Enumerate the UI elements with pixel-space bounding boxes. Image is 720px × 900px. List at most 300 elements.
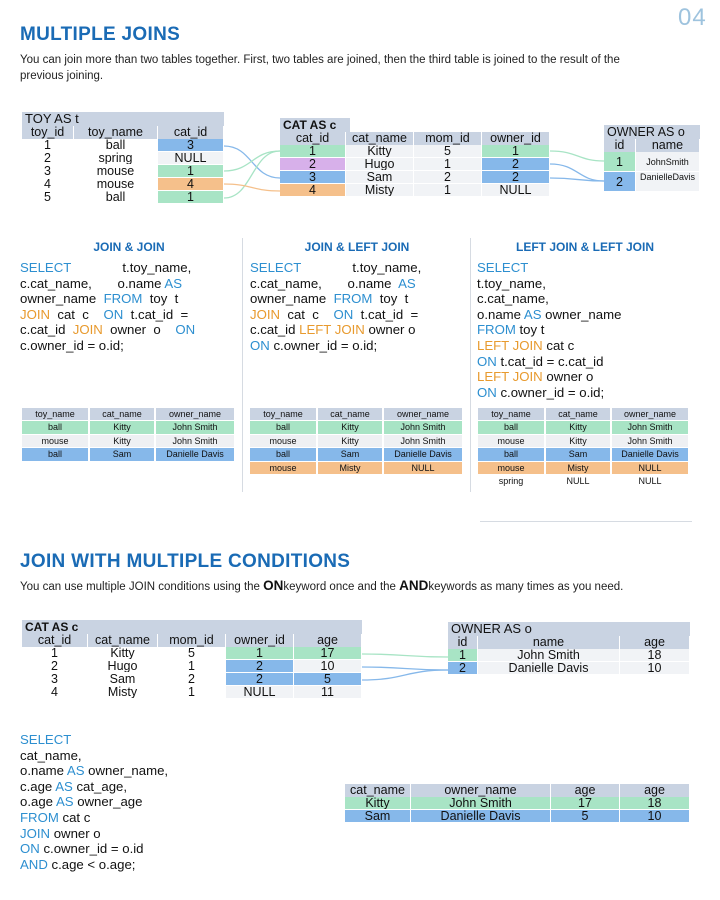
header-cell: toy_name [478,408,544,420]
table-cell: NULL [384,462,462,474]
table-cell: 1 [280,145,346,158]
sql-keyword: FROM [477,322,516,338]
table-cell: John Smith [156,421,234,433]
table-cell: 4 [22,686,88,699]
table-caption: CAT AS c [280,118,350,132]
sql-keyword: FROM [20,809,59,825]
table-cell: mouse [478,435,544,447]
connector-line [550,151,604,161]
header-cell: owner_id [482,132,550,145]
sql-keyword: JOIN [72,322,103,338]
table-cell: 17 [551,797,620,810]
table-header-row [250,408,464,421]
code-line [20,748,168,764]
table-cell: NULL [612,462,688,474]
sql-text: o.name [477,306,524,322]
sql-text: cat c [58,809,91,825]
table-row [250,435,464,448]
table-cell: Hugo [88,660,158,673]
table-cell: 3 [22,165,74,178]
code-line [477,276,621,292]
table-cell: mouse [250,462,316,474]
table-caption: CAT AS c [22,620,362,634]
connector-line [362,667,448,670]
table-cell: Danielle Davis [411,810,551,823]
column-title-join-left-join: JOIN & LEFT JOIN [304,240,410,254]
table-cell: 1 [158,686,226,699]
table-cell: ball [22,421,88,433]
table-row [478,448,690,461]
sql-text: cat_name, [20,747,82,763]
table-cell: 18 [620,649,690,662]
sql-text: c.cat_name, [477,291,549,307]
table-cell: 3 [22,673,88,686]
header-cell: toy_name [250,408,316,420]
code-line [20,260,195,276]
code-line [20,857,168,873]
table-cell: John Smith [384,421,462,433]
sql-text: t.toy_name, [477,275,546,291]
table-cell: 2 [280,158,346,171]
connector-line [362,654,448,657]
intro-text: keyword once and the [283,581,396,593]
table-cell: John Smith [156,435,234,447]
header-cell: id [604,139,636,152]
table-row [604,152,700,172]
table-cell: NULL [482,184,550,197]
column-title-left-join-left-join: LEFT JOIN & LEFT JOIN [515,240,654,254]
table-row [22,178,224,191]
table-row [280,171,550,184]
table-cell: Danielle Davis [478,662,620,675]
table-row [478,475,690,488]
code-line [250,307,421,323]
table-caption: OWNER AS o [604,125,700,139]
table-row [22,139,224,152]
table-cell: Kitty [90,435,154,447]
code-line [477,291,621,307]
table-row [22,673,362,686]
table-cell: 5 [551,810,620,823]
on-keyword: ON [263,578,284,593]
table-cell: Kitty [318,421,382,433]
connector-line [224,184,280,191]
table-cell: Misty [88,686,158,699]
table-cell: 1 [414,158,482,171]
table-row [22,686,362,699]
column-divider [242,238,243,492]
header-cell: mom_id [414,132,482,145]
sql-keyword: ON [103,306,124,322]
table-row [22,191,224,204]
code-line [250,260,421,276]
sql-keyword: ON [20,841,40,857]
sql-keyword: AS [55,778,73,794]
table-row [22,152,224,165]
section-intro [20,52,710,84]
page-number: 04 [678,4,707,31]
code-line [477,385,621,401]
cat-age-table [22,620,362,699]
code-line [20,779,168,795]
table-cell: mouse [250,435,316,447]
section2-intro [20,578,710,595]
header-cell: owner_name [411,784,551,797]
table-cell: Misty [546,462,610,474]
table-cell: Sam [346,171,414,184]
table-cell: mouse [74,165,158,178]
sql-text: owner_name [20,291,104,307]
table-cell: 17 [294,647,362,660]
code-line [477,260,621,276]
header-cell: cat_name [88,634,158,647]
code-line [477,338,621,354]
table-header-row [604,139,700,152]
sql-code-left-join-left-join [477,260,621,400]
sql-code-multiple-conditions [20,732,168,872]
table-cell: Danielle Davis [612,448,688,460]
header-cell: owner_name [612,408,688,420]
header-cell: toy_name [74,126,158,139]
code-line [477,369,621,385]
table-row [280,184,550,197]
table-header-row [22,126,224,139]
sql-text: c.cat_id [20,322,73,338]
table-cell: Danielle Davis [156,448,234,460]
sql-text: owner_name [541,306,622,322]
table-cell: 10 [620,810,690,823]
sql-text: cat c [50,306,104,322]
table-cell: 2 [482,171,550,184]
sql-keyword: FROM [103,291,143,307]
sql-text: owner_name, [84,763,169,779]
code-line [20,810,168,826]
sql-text: c.age [20,778,56,794]
sql-text: c.cat_id [250,322,300,338]
table-cell: Kitty [318,435,382,447]
sql-text: cat c [542,337,575,353]
table-cell: 1 [22,139,74,152]
sql-keyword: ON [250,337,270,353]
header-cell: cat_name [345,784,411,797]
sql-keyword: LEFT JOIN [477,369,543,385]
sql-keyword: LEFT JOIN [477,337,543,353]
sql-text: c.age < o.age; [47,856,136,872]
table-row [250,421,464,434]
code-line [20,794,168,810]
column-divider [470,238,471,492]
table-header-row [22,634,362,647]
header-cell: cat_name [346,132,414,145]
table-cell: 1 [448,649,478,662]
table-cell: NULL [638,475,662,486]
table-cell: John Smith [612,435,688,447]
connector-line [550,178,604,181]
table-header-row [280,132,550,145]
table-cell: Hugo [346,158,414,171]
header-cell: cat_name [90,408,154,420]
table-cell: Danielle Davis [384,448,462,460]
code-line [20,732,168,748]
table-cell: 4 [280,184,346,197]
table-cell: Misty [318,462,382,474]
sql-text: owner_age [73,794,143,810]
table-cell: NULL [158,152,224,165]
code-line [250,322,421,338]
table-row [22,165,224,178]
sql-keyword: AS [66,763,85,779]
table-cell: spring [498,475,524,486]
code-line [20,291,195,307]
sql-keyword: SELECT [20,732,72,747]
sql-text: cat_age, [72,778,128,794]
table-cell: 2 [604,172,636,192]
table-cell: 10 [294,660,362,673]
code-line [20,276,195,292]
header-cell: age [294,634,362,647]
table-cell: 2 [482,158,550,171]
sql-keyword: ON [477,384,497,400]
table-cell: Sam [88,673,158,686]
code-line [477,322,621,338]
table-cell: Kitty [546,421,610,433]
sql-text: toy t [142,291,179,307]
result-table-multiple-conditions [345,784,690,823]
sql-text: t.cat_id = [353,306,419,322]
code-line [250,276,421,292]
table-cell: 5 [158,647,226,660]
header-cell: cat_id [22,634,88,647]
table-cell: Sam [318,448,382,460]
sql-keyword: AS [55,794,74,810]
code-line [477,354,621,370]
table-cell: 4 [158,178,224,191]
table-row [22,421,236,434]
sql-text: c.owner_id = o.id; [269,337,378,353]
table-cell: 1 [482,145,550,158]
table-cell: 5 [414,145,482,158]
sql-text: owner o [364,322,416,338]
header-cell: age [620,784,690,797]
table-cell: 5 [294,673,362,686]
table-cell: 11 [294,686,362,699]
table-header-row [448,636,690,649]
table-cell: John Smith [612,421,688,433]
sql-keyword: AS [523,306,542,322]
sql-text: c.cat_name, o.name [250,275,399,291]
sql-text: c.cat_name, o.name [20,275,165,291]
table-cell: ball [74,191,158,204]
table-row [22,435,236,448]
table-row [280,158,550,171]
code-line [20,307,195,323]
table-cell: 2 [226,673,294,686]
table-cell: ball [478,421,544,433]
table-row [22,660,362,673]
sql-keyword: ON [175,322,196,338]
result-table-join-left-join [250,408,464,475]
header-cell: owner_id [226,634,294,647]
sql-code-join-left-join [250,260,421,354]
sql-keyword: JOIN [250,306,281,322]
table-cell: John Smith [411,797,551,810]
code-line [477,307,621,323]
header-cell: toy_name [22,408,88,420]
header-cell: cat_name [318,408,382,420]
table-header-row [22,408,236,421]
table-caption: TOY AS t [22,112,224,126]
table-cell: Misty [346,184,414,197]
table-cell: 1 [158,165,224,178]
header-cell: age [551,784,620,797]
sql-keyword: JOIN [20,306,51,322]
table-cell: 18 [620,797,690,810]
table-cell: 5 [22,191,74,204]
header-cell: mom_id [158,634,226,647]
sql-keyword: SELECT [250,260,302,275]
table-header-row [345,784,690,797]
connector-line [550,164,604,181]
toy-table [22,112,224,204]
table-row [250,462,464,475]
sql-text: c.owner_id = o.id; [20,337,124,353]
table-cell: 4 [22,178,74,191]
table-row [22,647,362,660]
sql-text: owner o [542,369,594,385]
section-title-multiple-conditions: JOIN WITH MULTIPLE CONDITIONS [20,551,351,572]
section-divider [480,521,692,522]
table-cell: 2 [22,152,74,165]
cat-table [280,118,550,197]
table-cell: Kitty [345,797,411,810]
table-cell: mouse [22,435,88,447]
table-row [448,649,690,662]
table-row [22,448,236,461]
header-cell: owner_name [384,408,462,420]
table-row [280,145,550,158]
table-cell: 1 [158,660,226,673]
sql-text: cat c [280,306,334,322]
table-row [250,448,464,461]
intro-line-2: previous joining. [20,70,104,82]
table-cell: mouse [478,462,544,474]
sql-keyword: SELECT [477,260,529,275]
result-table-join-join [22,408,236,462]
table-cell: 10 [620,662,690,675]
section-title-multiple-joins: MULTIPLE JOINS [20,24,181,45]
connector-line [224,151,280,198]
table-row [478,421,690,434]
table-row [448,662,690,675]
sql-keyword: AS [398,275,416,291]
sql-text: c.owner_id = o.id [39,841,144,857]
sql-text: o.name [20,763,67,779]
table-cell: NULL [226,686,294,699]
sql-text: owner o [102,322,176,338]
table-cell: DanielleDavis [636,172,700,192]
sql-text: owner_name [250,291,334,307]
connector-line [224,151,280,171]
table-cell: JohnSmith [636,152,700,172]
header-cell: cat_id [158,126,224,139]
sql-text: o.age [20,794,56,810]
table-cell: 2 [414,171,482,184]
table-cell: 2 [448,662,478,675]
table-cell: Kitty [346,145,414,158]
intro-text: You can use multiple JOIN conditions using the [20,581,260,593]
sql-text: t.cat_id = [123,306,189,322]
table-cell: ball [478,448,544,460]
table-cell: Kitty [90,421,154,433]
table-cell: Sam [90,448,154,460]
sql-text: owner o [50,825,101,841]
code-line [250,291,421,307]
table-cell: ball [250,421,316,433]
table-row [478,435,690,448]
table-cell: NULL [566,475,590,486]
table-cell: mouse [74,178,158,191]
table-cell: John Smith [384,435,462,447]
table-cell: Kitty [546,435,610,447]
table-cell: ball [22,448,88,460]
table-cell: spring [74,152,158,165]
table-cell: 1 [604,152,636,172]
sql-text: toy t [372,291,409,307]
table-cell: John Smith [478,649,620,662]
sql-text: c.owner_id = o.id; [496,384,605,400]
table-cell: Kitty [88,647,158,660]
column-title-join-join: JOIN & JOIN [93,240,165,254]
table-cell: 1 [414,184,482,197]
table-cell: Sam [345,810,411,823]
header-cell: name [478,636,620,649]
header-cell: owner_name [156,408,234,420]
sql-keyword: ON [477,353,497,369]
code-line [20,826,168,842]
code-line [20,322,195,338]
table-cell: ball [250,448,316,460]
sql-keyword: LEFT JOIN [299,322,365,338]
sql-code-join-join [20,260,195,354]
table-cell: 1 [22,647,88,660]
table-cell: ball [74,139,158,152]
connector-line [224,146,280,178]
header-cell: age [620,636,690,649]
intro-text: keywords as many times as you need. [428,581,624,593]
header-cell: id [448,636,478,649]
sql-keyword: SELECT [20,260,72,275]
header-cell: cat_name [546,408,610,420]
table-cell: 2 [158,673,226,686]
connector-line [362,670,448,680]
sql-keyword: AS [164,275,182,291]
table-cell: 2 [226,660,294,673]
intro-line-1: You can join more than two tables together. First, two tables are joined, then the third table is joined to the result of the [20,54,620,66]
table-cell: 1 [158,191,224,204]
sql-text: t.cat_id = c.cat_id [496,353,604,369]
table-row [345,797,690,810]
owner-table [604,125,700,192]
code-line [20,338,195,354]
table-cell: 1 [226,647,294,660]
sql-text: t.toy_name, [301,260,422,275]
sql-text: toy t [515,322,545,338]
owner-age-table [448,622,690,675]
sql-keyword: JOIN [20,825,51,841]
sql-text: t.toy_name, [71,260,192,275]
code-line [250,338,421,354]
code-line [20,763,168,779]
